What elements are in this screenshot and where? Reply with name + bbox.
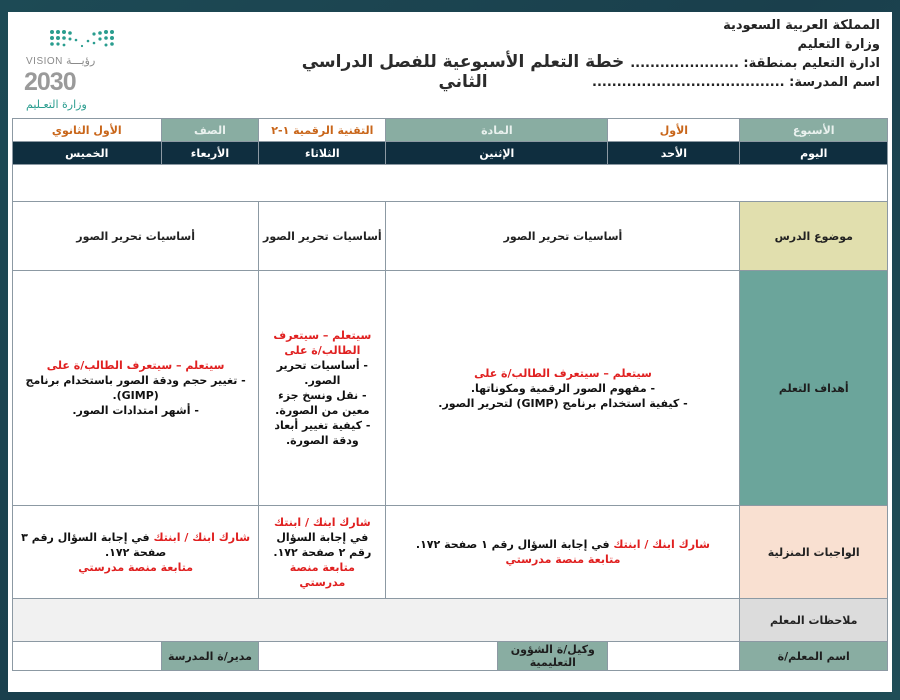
goals-intro: سيتعلم – سيتعرف الطالب/ة على — [474, 366, 652, 380]
vision-label: VISION — [26, 56, 63, 67]
topic-cell-2[interactable]: أساسيات تحرير الصور — [259, 202, 386, 271]
vision-2030-logo — [18, 28, 118, 111]
region-line: ادارة التعليم بمنطقة: ...................... — [630, 56, 880, 71]
goal-item: - تغيير حجم ودقة الصور باستخدام برنامج (GIMP). — [25, 374, 246, 402]
homework-cell-2[interactable] — [259, 506, 386, 599]
page-title: خطة التعلم الأسبوعية للفصل الدراسي الثاني — [301, 52, 625, 92]
topic-cell-3[interactable]: أساسيات تحرير الصور — [13, 202, 259, 271]
ministry-info — [592, 16, 880, 92]
spacer-cell — [13, 165, 888, 202]
goal-item: - كيفية استخدام برنامج (GIMP) لتحرير الصور. — [438, 396, 688, 410]
weekly-plan-table — [12, 118, 888, 671]
vision-year: 2030 — [24, 68, 76, 96]
goals-intro: سيتعلم – سيتعرف الطالب/ة على — [273, 329, 372, 357]
topic-row — [13, 202, 888, 271]
country-line: المملكة العربية السعودية — [723, 18, 880, 33]
topic-cell-1[interactable]: أساسيات تحرير الصور — [386, 202, 740, 271]
lesson-plan-page — [8, 12, 892, 692]
homework-text: في إجابة السؤال رقم ٣ صفحة ١٧٢. — [21, 530, 167, 559]
days-row — [13, 142, 888, 165]
goals-cell-1[interactable] — [386, 271, 740, 506]
week-value: الأول — [608, 119, 740, 142]
goals-row — [13, 271, 888, 506]
homework-label: الواجبات المنزلية — [740, 506, 888, 599]
goal-item: - أشهر امتدادات الصور. — [72, 404, 199, 417]
day-wednesday: الأربعاء — [161, 142, 259, 165]
subject-value: التقنية الرقمية ١-٢ — [259, 119, 386, 142]
signatures-row — [13, 642, 888, 671]
ministry-line: وزارة التعليم — [797, 37, 880, 52]
goal-item: - كيفية تغيير أبعاد ودقة الصورة. — [274, 419, 371, 447]
goals-cell-2[interactable] — [259, 271, 386, 506]
share-text: شارك ابنك / ابنتك — [153, 530, 251, 544]
homework-text: في إجابة السؤال رقم ٢ صفحة ١٧٢. — [273, 530, 372, 559]
topic-label: موضوع الدرس — [740, 202, 888, 271]
goal-item: - أساسيات تحرير الصور. — [276, 359, 368, 387]
homework-cell-1[interactable] — [386, 506, 740, 599]
share-text: شارك ابنك / ابنتك — [274, 515, 371, 529]
homework-row — [13, 506, 888, 599]
goals-cell-3[interactable] — [13, 271, 259, 506]
grade-value: الأول الثانوي — [13, 119, 162, 142]
vision-label-ar: رؤيـــة — [66, 54, 96, 67]
day-tuesday: الثلاثاء — [259, 142, 386, 165]
follow-text: متابعة منصة مدرستي — [78, 560, 194, 574]
day-monday: الإثنين — [386, 142, 608, 165]
goals-label: أهداف التعلم — [740, 271, 888, 506]
page-header — [8, 12, 892, 116]
goals-intro: سيتعلم – سيتعرف الطالب/ة على — [46, 359, 225, 372]
homework-cell-3[interactable] — [13, 506, 259, 599]
teacher-name-field[interactable] — [608, 642, 740, 671]
goal-item: - نقل ونسخ جزء معين من الصورة. — [275, 389, 370, 417]
dots-pattern-icon — [48, 28, 118, 54]
notes-cell[interactable] — [13, 599, 740, 642]
goal-item: - مفهوم الصور الرقمية ومكوناتها. — [470, 381, 656, 395]
grade-label: الصف — [161, 119, 259, 142]
week-label: الأسبوع — [740, 119, 888, 142]
deputy-label: وكيل/ة الشؤون التعليمية — [498, 642, 608, 671]
notes-label: ملاحظات المعلم — [740, 599, 888, 642]
principal-field[interactable] — [13, 642, 162, 671]
ministry-logo-text: وزارة التعـليم — [26, 98, 87, 111]
principal-label: مدير/ة المدرسة — [161, 642, 259, 671]
day-thursday: الخميس — [13, 142, 162, 165]
follow-text: متابعة منصة مدرستي — [289, 560, 355, 589]
follow-text: متابعة منصة مدرستي — [505, 553, 621, 566]
homework-text: في إجابة السؤال رقم ١ صفحة ١٧٢. — [415, 538, 614, 551]
subject-label: المادة — [386, 119, 608, 142]
school-line: اسم المدرسة: ....................................... — [592, 75, 880, 90]
day-label: اليوم — [740, 142, 888, 165]
share-text: شارك ابنك / ابنتك — [613, 538, 710, 551]
teacher-name-label: اسم المعلم/ة — [740, 642, 888, 671]
spacer-row — [13, 165, 888, 202]
week-row — [13, 119, 888, 142]
day-sunday: الأحد — [608, 142, 740, 165]
deputy-field[interactable] — [259, 642, 498, 671]
notes-row — [13, 599, 888, 642]
